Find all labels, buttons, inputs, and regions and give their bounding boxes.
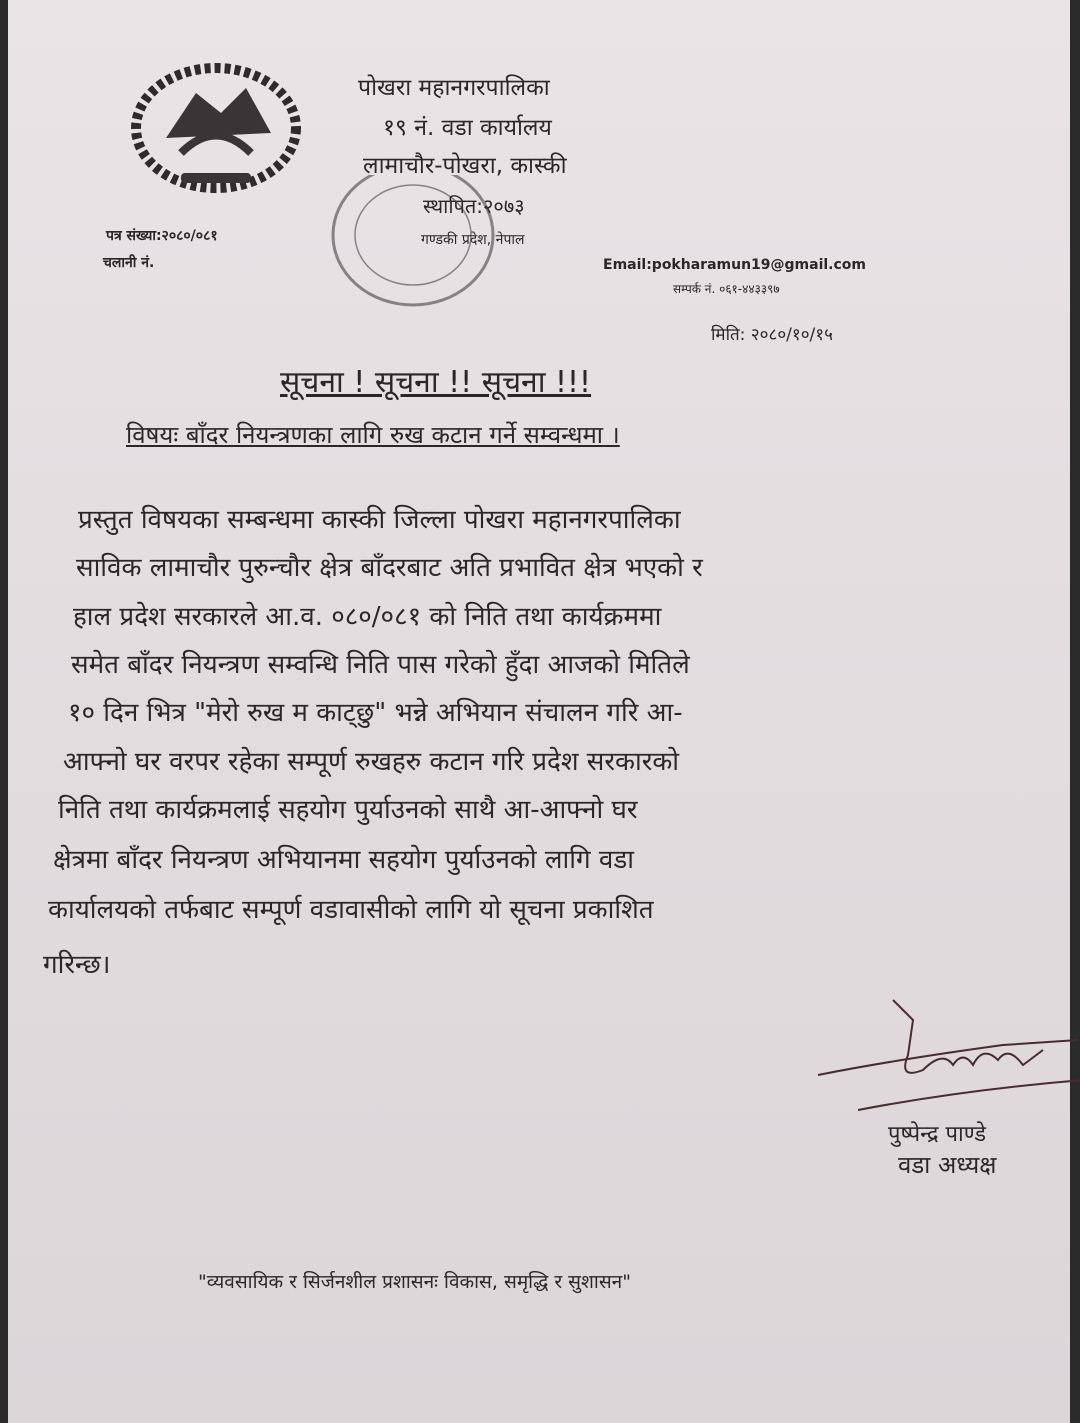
email: Email:pokharamun19@gmail.com bbox=[603, 257, 866, 273]
established-year: स्थापित:२०७३ bbox=[423, 194, 525, 218]
notice-subject: विषयः बाँदर नियन्त्रणका लागि रुख कटान गर्ने सम्वन्धमा । bbox=[126, 421, 620, 449]
body-line: निति तथा कार्यक्रमलाई सहयोग पुर्याउनको साथै आ-आफ्नो घर bbox=[58, 795, 638, 825]
body-line: साविक लामाचौर पुरुन्चौर क्षेत्र बाँदरबाट अति प्रभावित क्षेत्र भएको र bbox=[76, 553, 703, 583]
org-name: पोखरा महानगरपालिका bbox=[358, 75, 550, 101]
notice-title: सूचना ! सूचना !! सूचना !!! bbox=[280, 365, 592, 400]
signatory-name: पुष्पेन्द्र पाण्डे bbox=[888, 1122, 986, 1147]
body-line: आफ्नो घर वरपर रहेका सम्पूर्ण रुखहरु कटान गरि प्रदेश सरकारको bbox=[63, 747, 680, 777]
footer-slogan: "व्यवसायिक र सिर्जनशील प्रशासनः विकास, समृद्धि र सुशासन" bbox=[198, 1271, 631, 1293]
government-emblem-icon bbox=[126, 58, 306, 193]
contact-number: सम्पर्क नं. ०६१-४४३३९७ bbox=[673, 282, 780, 296]
body-line: १० दिन भित्र "मेरो रुख म काट्छु" भन्ने अभियान संचालन गरि आ- bbox=[68, 698, 683, 728]
body-line: गरिन्छ। bbox=[43, 950, 111, 980]
body-line: क्षेत्रमा बाँदर नियन्त्रण अभियानमा सहयोग पुर्याउनको लागि वडा bbox=[53, 845, 635, 875]
province: गण्डकी प्रदेश, नेपाल bbox=[421, 232, 525, 248]
signature-icon bbox=[813, 990, 1080, 1120]
office-stamp-icon bbox=[308, 175, 518, 315]
letter-number: पत्र संख्या:२०८०/०८१ bbox=[106, 228, 218, 244]
document-page bbox=[8, 0, 1070, 1423]
signatory-designation: वडा अध्यक्ष bbox=[898, 1151, 997, 1179]
body-line: समेत बाँदर नियन्त्रण सम्वन्धि निति पास गरेको हुँदा आजको मितिले bbox=[71, 650, 690, 680]
notice-date: मिति: २०८०/१०/१५ bbox=[711, 325, 833, 345]
office-name: १९ नं. वडा कार्यालय bbox=[383, 115, 552, 141]
body-line: हाल प्रदेश सरकारले आ.व. ०८०/०८१ को निति तथा कार्यक्रममा bbox=[73, 602, 662, 632]
body-line: प्रस्तुत विषयका सम्बन्धमा कास्की जिल्ला पोखरा महानगरपालिका bbox=[78, 505, 681, 535]
office-address: लामाचौर-पोखरा, कास्की bbox=[363, 153, 567, 179]
dispatch-number: चलानी नं. bbox=[103, 255, 155, 271]
body-line: कार्यालयको तर्फबाट सम्पूर्ण वडावासीको लागि यो सूचना प्रकाशित bbox=[48, 895, 654, 925]
